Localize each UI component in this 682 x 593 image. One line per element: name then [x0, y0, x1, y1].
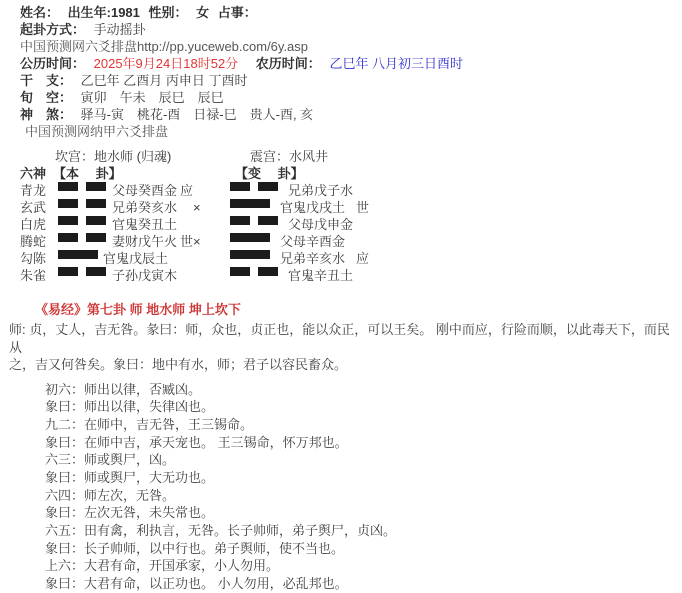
ben-yao-marker: 世×: [180, 234, 201, 249]
hexagram-row: [0, 216, 682, 233]
date-line: [20, 55, 682, 72]
hexagram-row: [0, 250, 682, 267]
ben-yao-line-icon: [58, 216, 106, 225]
matter-label: 占事：: [217, 5, 257, 20]
bian-yao-text: 父母戊申金: [288, 217, 354, 232]
method-label: 起卦方式：: [20, 22, 86, 37]
hexagram-judgement-text: [9, 321, 678, 374]
lunar-time-value: 乙巳年 八月初三日酉时: [329, 56, 464, 71]
gender-value: 女: [196, 5, 210, 20]
bian-yao-line-icon: [230, 182, 278, 191]
yao-text-line: 象曰：大君有命，以正功也。 小人勿用，必乱邦也。: [45, 576, 348, 592]
yao-text-line: 六四：师左次，无咎。: [45, 487, 176, 503]
birth-year-text: 出生年:1981: [67, 5, 140, 20]
liushen-label: 朱雀: [20, 268, 47, 283]
lunar-time-label: 农历时间：: [255, 56, 321, 71]
hexagram-row: [0, 199, 682, 216]
person-info-line: [20, 0, 682, 21]
judgement-line-1: 师: 贞，丈人，吉无咎。彖曰：师，众也，贞正也，能以众正，可以王矣。 刚中而应，行险而顺，以此毒天下，而民从: [9, 322, 670, 355]
bian-yao-marker: 应: [356, 251, 370, 266]
ben-yao-line-icon: [58, 250, 106, 259]
bian-yao-line-icon: [230, 267, 278, 276]
yao-text-line: 六三：师或舆尸，凶。: [45, 452, 176, 468]
bian-yao-text: 官鬼辛丑土: [288, 268, 354, 283]
ben-yao-marker: 应: [180, 183, 194, 198]
ben-yao-marker: ×: [180, 200, 201, 215]
bian-yao-line-icon: [230, 233, 278, 242]
bian-yao-line-icon: [230, 199, 278, 208]
solar-time-label: 公历时间：: [20, 56, 86, 71]
najia-text: 中国预测网纳甲六爻排盘: [25, 124, 169, 139]
shensha-value: 驿马-寅 桃花-酉 日禄-巳 贵人-酉, 亥: [80, 107, 314, 122]
bian-yao-text: 父母辛酉金: [280, 234, 346, 249]
yao-text-line: 象曰：长子帅师，以中行也。弟子舆师，使不当也。: [45, 540, 345, 556]
yao-text-line: 象曰：师或舆尸，大无功也。: [45, 469, 215, 485]
ben-yao-text: 父母癸酉金: [112, 183, 178, 198]
method-value: 手动摇卦: [93, 22, 146, 37]
hexagram-row: [0, 233, 682, 250]
bian-yao-line-icon: [230, 250, 278, 259]
yao-text-line: 象曰：在师中吉，承天宠也。 王三锡命，怀万邦也。: [45, 434, 348, 450]
ben-yao-line-icon: [58, 233, 106, 242]
shensha-label: 神 煞：: [20, 107, 73, 122]
hexagram-row: [0, 267, 682, 284]
ben-yao-text: 官鬼戊辰土: [103, 251, 169, 266]
ben-yao-text: 官鬼癸丑土: [112, 217, 178, 232]
yao-text-line: 象曰：师出以律，失律凶也。: [45, 399, 215, 415]
ben-yao-text: 兄弟癸亥水: [112, 200, 178, 215]
liushen-label: 青龙: [20, 183, 47, 198]
yao-text-line: 初六：师出以律，否臧凶。: [45, 381, 202, 397]
xunkong-value: 寅卯 午未 辰巳 辰巳: [80, 90, 224, 105]
ben-gua-column-header: 【本 卦】: [53, 166, 122, 181]
yao-text-line: 上六：大君有命，开国承家，小人勿用。: [45, 558, 280, 574]
ganzhi-value: 乙巳年 乙酉月 丙申日 丁酉时: [80, 73, 248, 88]
ben-palace-name: 坎宫：地水师 (归魂): [55, 149, 172, 164]
yao-text-line: 九二：在师中，吉无咎，王三锡命。: [45, 416, 254, 432]
ben-yao-line-icon: [58, 182, 106, 191]
bian-gua-column-header: 【变 卦】: [235, 166, 304, 181]
yijing-hexagram-title: 《易经》第七卦 师 地水师 坤上坎下: [35, 302, 241, 317]
palace-line: [0, 148, 682, 165]
ben-yao-text: 妻财戊午火: [112, 234, 178, 249]
bian-yao-line-icon: [230, 216, 278, 225]
bian-yao-text: 官鬼戊戌土: [280, 200, 346, 215]
name-label: 姓名：: [20, 5, 60, 20]
liushen-label: 玄武: [20, 200, 47, 215]
bian-yao-marker: 世: [356, 200, 370, 215]
solar-time-value: 2025年9月24日18时52分: [93, 56, 239, 71]
ben-yao-line-icon: [58, 199, 106, 208]
yao-text-line: 象曰：左次无咎，未失常也。: [45, 505, 215, 521]
liushen-label: 白虎: [20, 217, 47, 232]
liushen-label: 勾陈: [20, 251, 47, 266]
najia-line: [0, 123, 682, 140]
hexagram-row: [0, 182, 682, 199]
bian-yao-text: 兄弟辛亥水: [280, 251, 346, 266]
site-url-line: 中国预测网六爻排盘http://pp.yuceweb.com/6y.asp: [20, 39, 309, 54]
ben-yao-text: 子孙戊寅木: [112, 268, 178, 283]
ganzhi-line: [20, 72, 682, 89]
bian-yao-text: 兄弟戊子水: [288, 183, 354, 198]
method-line: [20, 21, 682, 38]
liushen-column-header: 六神: [20, 166, 47, 181]
hexagram-header-row: [0, 165, 682, 182]
ben-yao-line-icon: [58, 267, 106, 276]
xunkong-line: [20, 89, 682, 106]
yao-text-block: [0, 381, 682, 593]
yao-text-line: 六五：田有禽，利执言，无咎。长子帅师，弟子舆尸，贞凶。: [45, 523, 397, 538]
liushen-label: 腾蛇: [20, 234, 47, 249]
shensha-line: [20, 106, 682, 123]
hexagram-rows: [0, 182, 682, 284]
xunkong-label: 旬 空：: [20, 90, 73, 105]
ganzhi-label: 干 支：: [20, 73, 73, 88]
gender-label: 性别：: [148, 5, 188, 20]
bian-palace-name: 震宫：水风井: [250, 149, 329, 164]
judgement-line-2: 之，吉又何咎矣。象曰：地中有水，师；君子以容民畜众。: [9, 357, 348, 372]
